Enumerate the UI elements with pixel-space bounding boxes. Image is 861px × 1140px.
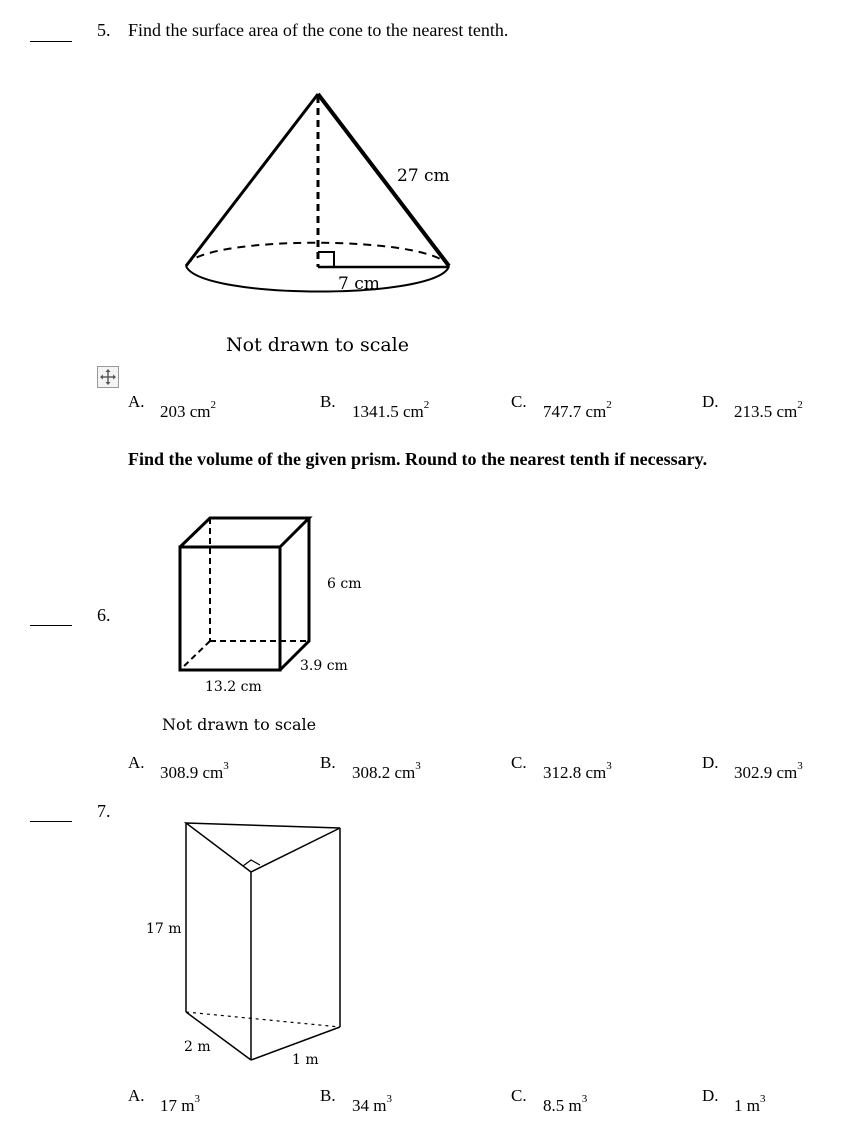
option-exponent: 2 [797,399,803,411]
option-letter: B. [320,1086,336,1105]
option-letter: B. [320,392,336,411]
option-exponent: 3 [415,760,421,772]
option-value: 747.7 cm [543,402,607,421]
answer-blank-q7[interactable] [30,821,72,822]
section-instruction: Find the volume of the given prism. Round to the nearest tenth if necessary. [128,449,708,469]
option-exponent: 3 [606,760,612,772]
option-value: 1341.5 cm [352,402,424,421]
option-exponent: 3 [194,1093,200,1105]
option-letter: D. [702,1086,719,1105]
question-number-q5: 5. [97,20,111,40]
prism-scale-note: Not drawn to scale [162,715,317,734]
prism-height-label: 6 cm [327,576,362,592]
option-exponent: 2 [210,399,217,411]
option-letter: A. [128,392,145,411]
triangular-prism-figure [140,815,350,1075]
cone-scale-note: Not drawn to scale [226,334,410,356]
question-number-q6: 6. [97,605,111,625]
tri-prism-height-label: 17 m [146,921,182,937]
option-value: 308.2 cm [352,763,416,782]
option-exponent: 3 [386,1093,392,1105]
option-value: 8.5 m [543,1096,582,1115]
prism-depth-label: 3.9 cm [300,658,348,674]
question-number-q7: 7. [97,801,111,821]
option-value: 302.9 cm [734,763,798,782]
option-exponent: 2 [606,399,612,411]
option-value: 17 m [160,1096,195,1115]
option-value: 34 m [352,1096,387,1115]
option-exponent: 3 [759,1093,766,1105]
option-letter: C. [511,753,527,772]
option-letter: C. [511,1086,527,1105]
cone-slant-label: 27 cm [397,166,450,186]
option-letter: C. [511,392,527,411]
option-letter: A. [128,1086,145,1105]
prism-width-label: 13.2 cm [205,679,262,695]
option-value: 203 cm [160,402,211,421]
answer-blank-q5[interactable] [30,41,72,42]
option-exponent: 3 [797,760,803,772]
cone-radius-label: 7 cm [338,274,380,294]
option-exponent: 3 [581,1093,588,1105]
option-letter: B. [320,753,336,772]
option-exponent: 3 [223,760,229,772]
answer-blank-q6[interactable] [30,625,72,626]
option-value: 1 m [734,1096,760,1115]
option-value: 312.8 cm [543,763,607,782]
option-letter: D. [702,753,719,772]
option-letter: D. [702,392,719,411]
tri-prism-leg1-label: 2 m [184,1039,211,1055]
question-text-q5: Find the surface area of the cone to the nearest tenth. [128,20,509,40]
option-value: 213.5 cm [734,402,798,421]
cone-figure [175,85,475,310]
tri-prism-leg2-label: 1 m [292,1052,319,1068]
option-exponent: 2 [423,399,430,411]
option-value: 308.9 cm [160,763,224,782]
option-letter: A. [128,753,145,772]
move-anchor-icon[interactable] [97,366,119,388]
